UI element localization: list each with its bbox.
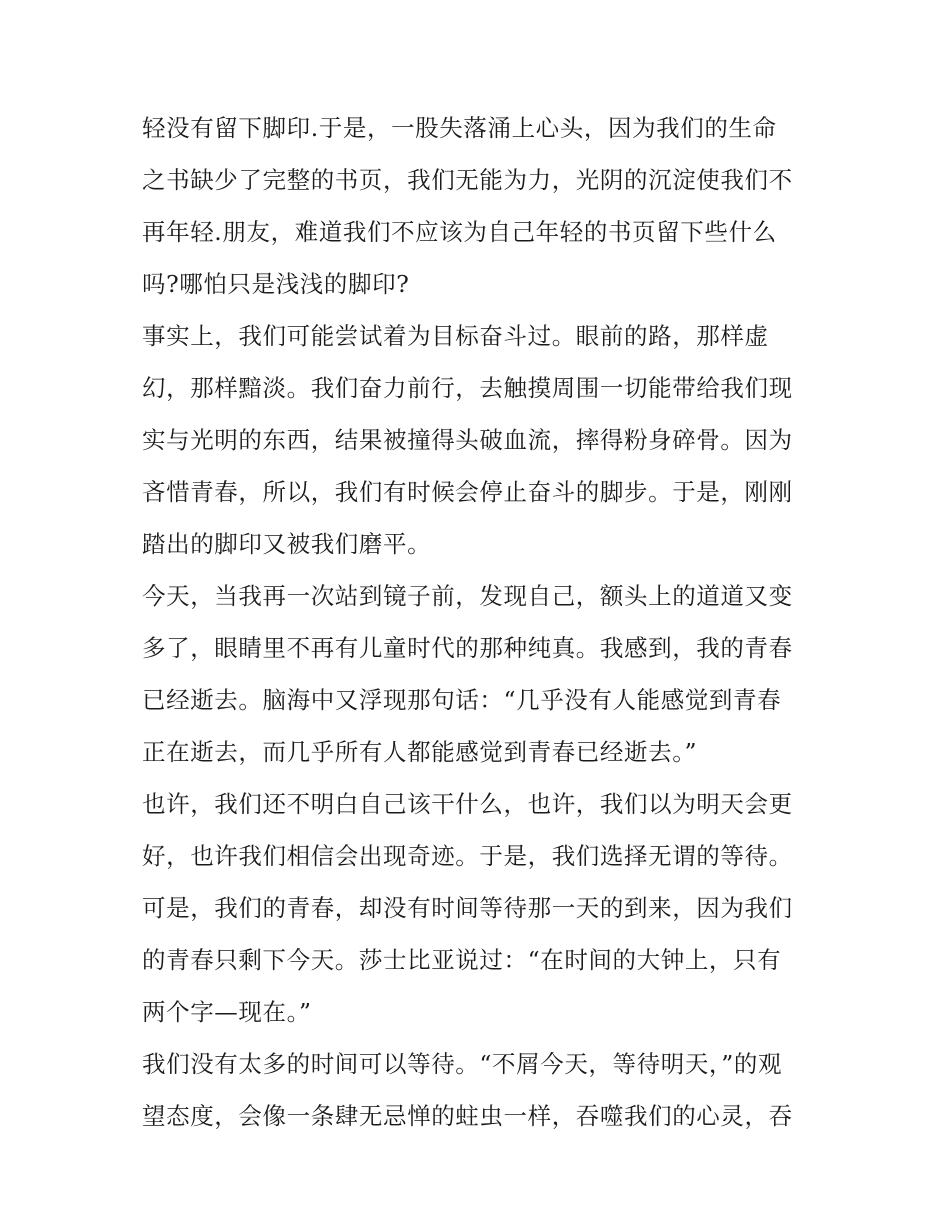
text-line: 幻，那样黯淡。我们奋力前行，去触摸周围一切能带给我们现	[142, 374, 793, 402]
text-line: 望态度，会像一条肆无忌惮的蛀虫一样，吞噬我们的心灵，吞	[142, 1102, 793, 1130]
text-line: 我们没有太多的时间可以等待。“不屑今天，等待明天，”的观	[142, 1050, 783, 1078]
text-line: 实与光明的东西，结果被撞得头破血流，摔得粉身碎骨。因为	[142, 426, 793, 454]
text-line: 吗?哪怕只是浅浅的脚印?	[142, 270, 410, 298]
text-line: 事实上，我们可能尝试着为目标奋斗过。眼前的路，那样虚	[142, 322, 769, 350]
text-line: 两个字—现在。”	[142, 998, 312, 1026]
text-line: 再年轻.朋友，难道我们不应该为自己年轻的书页留下些什么	[142, 218, 777, 246]
text-line: 吝惜青春，所以，我们有时候会停止奋斗的脚步。于是，刚刚	[142, 478, 793, 506]
text-line: 已经逝去。脑海中又浮现那句话：“几乎没有人能感觉到青春	[142, 686, 782, 714]
text-line: 也许，我们还不明白自己该干什么，也许，我们以为明天会更	[142, 790, 793, 818]
text-line: 轻没有留下脚印.于是，一股失落涌上心头，因为我们的生命	[142, 114, 777, 142]
text-line: 的青春只剩下今天。莎士比亚说过：“在时间的大钟上，只有	[142, 946, 782, 974]
text-line: 可是，我们的青春，却没有时间等待那一天的到来，因为我们	[142, 894, 793, 922]
text-line: 之书缺少了完整的书页，我们无能为力，光阴的沉淀使我们不	[142, 166, 793, 194]
text-line: 好，也许我们相信会出现奇迹。于是，我们选择无谓的等待。	[142, 842, 793, 870]
text-line: 正在逝去，而几乎所有人都能感觉到青春已经逝去。”	[142, 738, 698, 766]
text-line: 踏出的脚印又被我们磨平。	[142, 530, 432, 558]
text-body	[142, 102, 822, 1142]
text-line: 多了，眼睛里不再有儿童时代的那种纯真。我感到，我的青春	[142, 634, 793, 662]
text-line: 今天，当我再一次站到镜子前，发现自己，额头上的道道又变	[142, 582, 793, 610]
